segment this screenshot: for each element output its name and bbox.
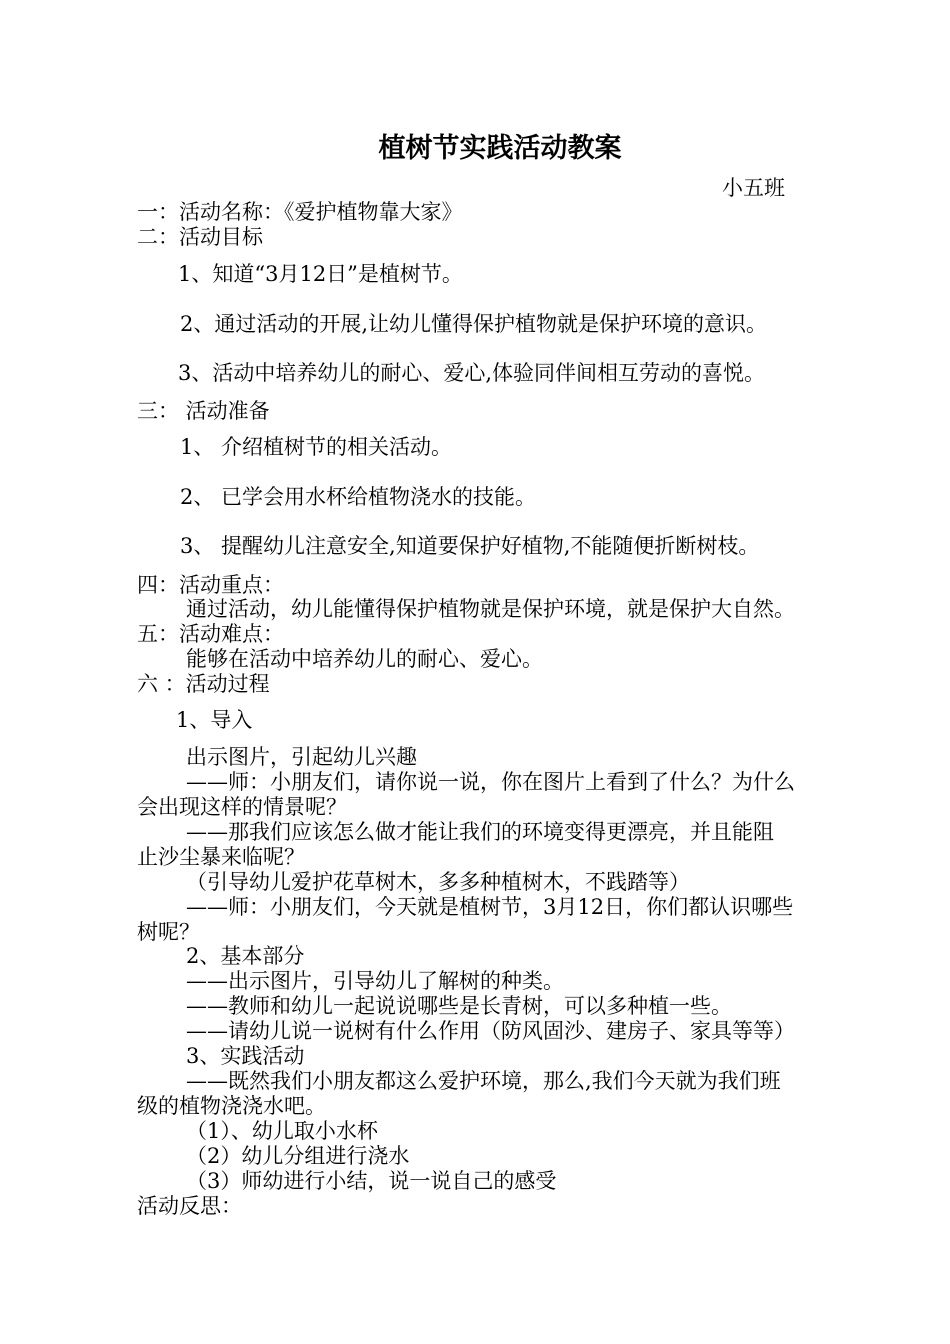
prep-item: 1、 介绍植树节的相关活动。: [180, 435, 453, 459]
paragraph-line: 止沙尘暴来临呢？: [137, 845, 305, 869]
section-heading: 五：活动难点：: [137, 622, 284, 646]
document-title: 植树节实践活动教案: [378, 133, 622, 164]
prep-item: 3、 提醒幼儿注意安全,知道要保护好植物,不能随便折断树枝。: [180, 534, 760, 558]
class-name: 小五班: [722, 176, 785, 200]
section-heading: 三： 活动准备: [137, 399, 270, 423]
section-heading: 六 ：活动过程: [137, 672, 270, 696]
paragraph-line: ——出示图片，引导幼儿了解树的种类。: [186, 969, 564, 993]
paragraph-line: ——师：小朋友们，今天就是植树节，3月12日，你们都认识哪些: [186, 895, 794, 919]
paragraph-line: 级的植物浇浇水吧。: [137, 1094, 326, 1118]
section-heading: 四：活动重点：: [137, 573, 284, 597]
section-heading: 一：活动名称：《爱护植物靠大家》: [137, 200, 463, 224]
paragraph-line: 出示图片，引起幼儿兴趣: [186, 745, 417, 769]
paragraph-line: ——师：小朋友们，请你说一说，你在图片上看到了什么？为什么: [186, 770, 795, 794]
paragraph-line: ——那我们应该怎么做才能让我们的环境变得更漂亮，并且能阻: [186, 820, 774, 844]
paragraph-line: （3）师幼进行小结，说一说自己的感受: [186, 1169, 557, 1193]
paragraph-line: 通过活动，幼儿能懂得保护植物就是保护环境，就是保护大自然。: [186, 597, 795, 621]
subsection-heading: 2、基本部分: [186, 944, 305, 968]
paragraph-line: ——既然我们小朋友都这么爱护环境，那么,我们今天就为我们班: [186, 1069, 781, 1093]
paragraph-line: ——请幼儿说一说树有什么作用（防风固沙、建房子、家具等等）: [186, 1019, 795, 1043]
goal-item: 2、通过活动的开展,让幼儿懂得保护植物就是保护环境的意识。: [180, 312, 768, 336]
goal-item: 3、活动中培养幼儿的耐心、爱心,体验同伴间相互劳动的喜悦。: [178, 361, 766, 385]
prep-item: 2、 已学会用水杯给植物浇水的技能。: [180, 485, 537, 509]
paragraph-line: （2）幼儿分组进行浇水: [186, 1144, 410, 1168]
subsection-heading: 3、实践活动: [186, 1044, 305, 1068]
section-heading: 二：活动目标: [137, 225, 263, 249]
paragraph-line: ——教师和幼儿一起说说哪些是长青树，可以多种植一些。: [186, 994, 732, 1018]
paragraph-line: 树呢？: [137, 920, 200, 944]
subsection-heading: 1、导入: [176, 708, 253, 732]
paragraph-line: （1）、幼儿取小水杯: [186, 1119, 378, 1143]
paragraph-line: 会出现这样的情景呢？: [137, 795, 347, 819]
goal-item: 1、知道“3月12日”是植树节。: [178, 262, 463, 286]
paragraph-line: 能够在活动中培养幼儿的耐心、爱心。: [186, 647, 543, 671]
paragraph-line: （引导幼儿爱护花草树木，多多种植树木，不践踏等）: [186, 870, 690, 894]
section-heading: 活动反思：: [137, 1194, 242, 1218]
